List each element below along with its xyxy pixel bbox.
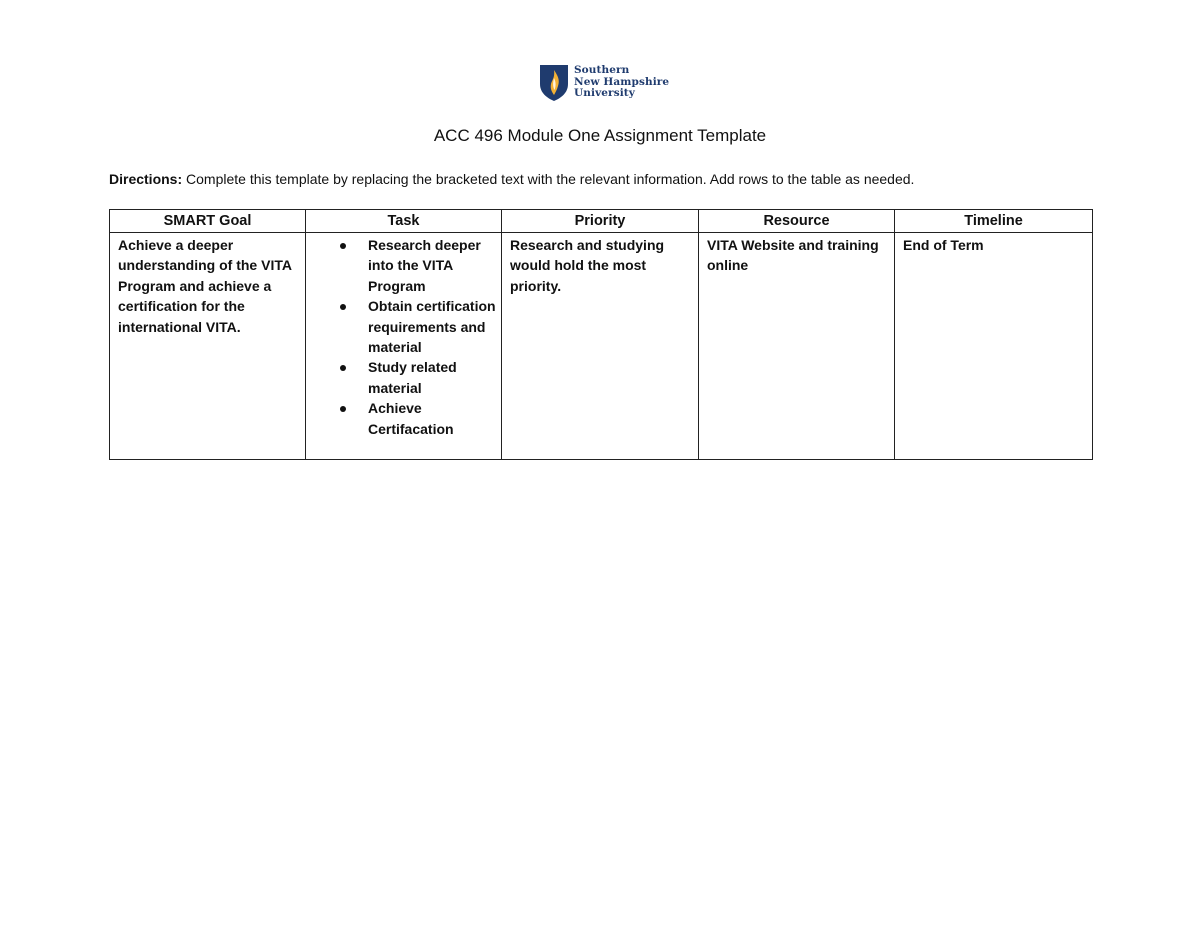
bullet-icon <box>340 243 346 249</box>
task-item <box>306 398 499 439</box>
task-item-text: Achieve Certifacation <box>368 400 454 437</box>
table-row <box>110 233 1093 460</box>
header-task: Task <box>306 210 502 233</box>
timeline-cell[interactable]: End of Term <box>895 233 1093 460</box>
logo-wordmark <box>574 65 669 100</box>
bullet-icon <box>340 304 346 310</box>
directions-label: Directions: <box>109 171 183 187</box>
header-resource: Resource <box>699 210 895 233</box>
task-item <box>306 357 499 398</box>
directions-paragraph <box>109 171 914 187</box>
smart-goal-table <box>109 209 1093 460</box>
task-item <box>306 235 499 296</box>
document-title: ACC 496 Module One Assignment Template <box>433 126 767 145</box>
header-priority: Priority <box>502 210 699 233</box>
logo-line-2: New Hampshire <box>574 75 670 88</box>
shield-flame-icon <box>539 64 569 102</box>
task-item-text: Obtain certification requirements and material <box>368 298 496 356</box>
directions-text: Complete this template by replacing the bracketed text with the relevant information. Add rows to the table as needed. <box>182 171 915 187</box>
header-timeline: Timeline <box>895 210 1093 233</box>
task-list <box>306 235 499 439</box>
bullet-icon <box>340 365 346 371</box>
task-item-text: Research deeper into the VITA Program <box>368 237 481 294</box>
task-item <box>306 296 499 357</box>
smart-goal-cell[interactable]: Achieve a deeper understanding of the VITA Program and achieve a certification for the international VITA. <box>110 233 306 460</box>
table-header-row <box>110 210 1093 233</box>
bullet-icon <box>340 406 346 412</box>
university-logo <box>539 64 669 102</box>
task-cell[interactable] <box>306 233 502 460</box>
logo-line-3: University <box>574 87 635 100</box>
task-item-text: Study related material <box>368 359 457 396</box>
resource-cell[interactable]: VITA Website and training online <box>699 233 895 460</box>
header-smart-goal: SMART Goal <box>110 210 306 233</box>
logo-line-1: Southern <box>574 64 630 76</box>
priority-cell[interactable]: Research and studying would hold the most priority. <box>502 233 699 460</box>
